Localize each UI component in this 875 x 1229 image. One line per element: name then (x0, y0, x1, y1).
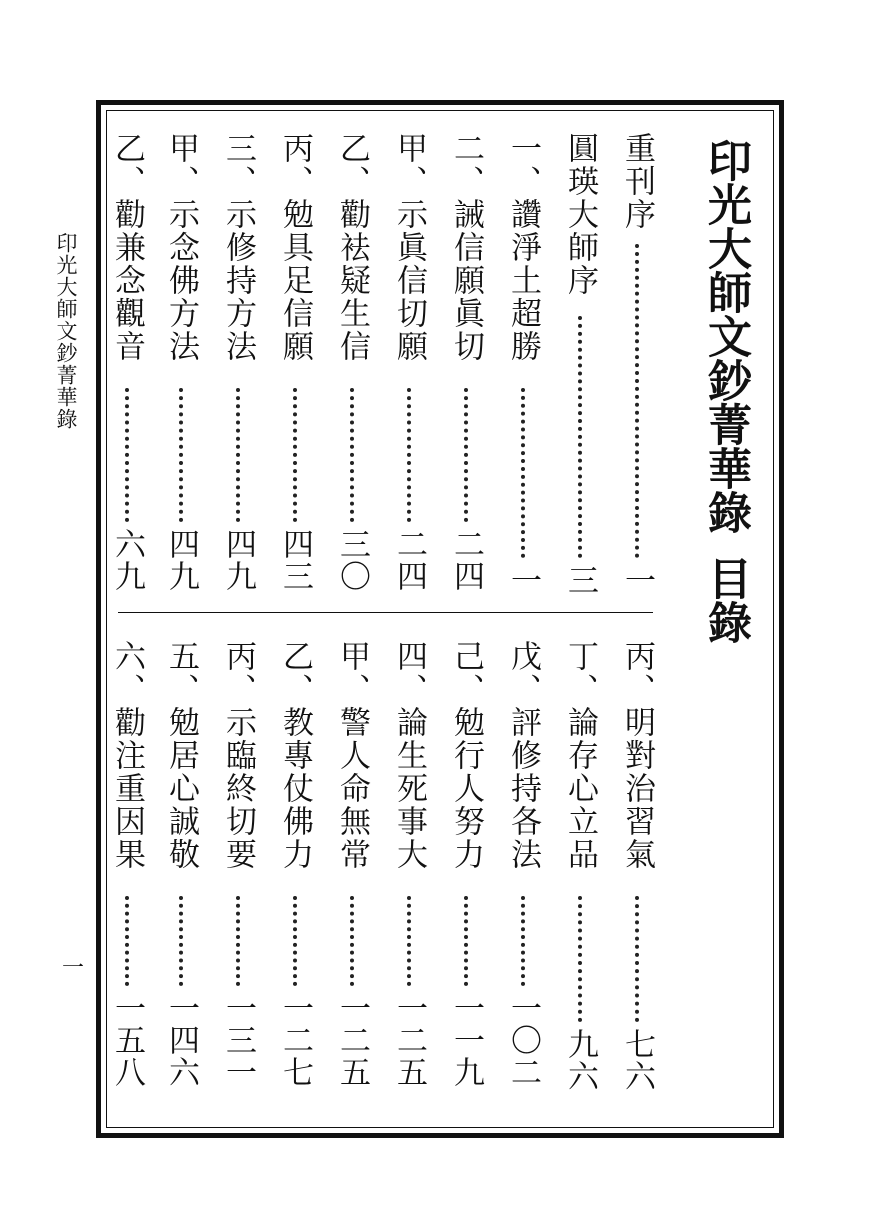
toc-title (700, 138, 750, 644)
section-title: 目錄 (700, 556, 751, 644)
toc-entry-title: 乙、勸袪疑生信 (334, 132, 370, 363)
toc-entry (392, 640, 426, 1100)
toc-entry-title: 丙、示臨終切要 (220, 640, 256, 871)
toc-entry-page-number: 六九 (109, 528, 145, 592)
toc-entry-page-number: 三〇 (334, 528, 370, 592)
toc-entry-page-number: 九六 (562, 1028, 598, 1092)
toc-leader-dots (578, 316, 582, 558)
toc-entry-title: 六、勸注重因果 (109, 640, 145, 871)
toc-entry (278, 132, 312, 600)
toc-entry-title: 四、論生死事大 (391, 640, 427, 871)
toc-entry (164, 132, 198, 600)
toc-entry-title: 甲、示念佛方法 (163, 132, 199, 363)
toc-leader-dots (350, 388, 354, 522)
toc-entry-title: 一、讚淨土超勝 (505, 132, 541, 363)
toc-entry (110, 640, 144, 1100)
toc-leader-dots (179, 388, 183, 522)
toc-leader-dots (407, 388, 411, 522)
toc-entry-title: 丙、勉具足信願 (277, 132, 313, 363)
toc-leader-dots (521, 388, 525, 558)
toc-entry-page-number: 一二七 (277, 992, 313, 1088)
toc-entry-title: 丁、論存心立品 (562, 640, 598, 871)
toc-entry (335, 132, 369, 600)
toc-entry-page-number: 七六 (619, 1028, 655, 1092)
toc-entry (563, 640, 597, 1100)
toc-entry (221, 640, 255, 1100)
toc-entry (449, 132, 483, 600)
toc-entry (620, 132, 654, 600)
page-number: 一 (61, 956, 84, 981)
toc-leader-dots (521, 896, 525, 986)
toc-entry-title: 三、示修持方法 (220, 132, 256, 363)
toc-entry-page-number: 一二五 (391, 992, 427, 1088)
toc-entry (392, 132, 426, 600)
toc-leader-dots (179, 896, 183, 986)
toc-entry-page-number: 二四 (391, 528, 427, 592)
toc-leader-dots (236, 388, 240, 522)
toc-entry-page-number: 四九 (163, 528, 199, 592)
toc-entry (506, 132, 540, 600)
section-divider (118, 612, 653, 613)
toc-entry-title: 丙、明對治習氣 (619, 640, 655, 871)
toc-entry-page-number: 一 (505, 564, 541, 596)
toc-entry-page-number: 一 (619, 564, 655, 596)
toc-entry (221, 132, 255, 600)
toc-entry-page-number: 一一九 (448, 992, 484, 1088)
page-header: 印光大師文鈔菁華錄 (54, 232, 78, 430)
toc-entry-page-number: 四三 (277, 528, 313, 592)
toc-leader-dots (464, 896, 468, 986)
toc-entry-title: 己、勉行人努力 (448, 640, 484, 871)
toc-entry (449, 640, 483, 1100)
toc-leader-dots (125, 388, 129, 522)
toc-entry-title: 甲、警人命無常 (334, 640, 370, 871)
toc-entry (278, 640, 312, 1100)
toc-leader-dots (407, 896, 411, 986)
toc-entry-title: 乙、勸兼念觀音 (109, 132, 145, 363)
toc-entry-page-number: 四九 (220, 528, 256, 592)
toc-leader-dots (293, 388, 297, 522)
toc-entry-page-number: 一五八 (109, 992, 145, 1088)
toc-entry-title: 甲、示眞信切願 (391, 132, 427, 363)
toc-leader-dots (236, 896, 240, 986)
toc-entry (335, 640, 369, 1100)
toc-entry-page-number: 一二五 (334, 992, 370, 1088)
toc-leader-dots (578, 896, 582, 1022)
toc-leader-dots (125, 896, 129, 986)
toc-entry (563, 132, 597, 600)
page-frame-inner (106, 110, 774, 1128)
toc-entry-title: 圓瑛大師序 (562, 132, 598, 297)
toc-entry-page-number: 一〇二 (505, 992, 541, 1088)
toc-entry-page-number: 一三一 (220, 992, 256, 1088)
toc-entry-title: 戊、評修持各法 (505, 640, 541, 871)
toc-leader-dots (464, 388, 468, 522)
toc-leader-dots (350, 896, 354, 986)
toc-entry-page-number: 一四六 (163, 992, 199, 1088)
toc-entry-page-number: 三 (562, 564, 598, 596)
toc-entry-title: 重刊序 (619, 132, 655, 231)
toc-entry (620, 640, 654, 1100)
toc-leader-dots (635, 244, 639, 558)
toc-entry (506, 640, 540, 1100)
toc-entry-title: 五、勉居心誠敬 (163, 640, 199, 871)
toc-leader-dots (293, 896, 297, 986)
toc-leader-dots (635, 896, 639, 1022)
toc-entry (110, 132, 144, 600)
toc-entry-page-number: 二四 (448, 528, 484, 592)
toc-entry (164, 640, 198, 1100)
toc-entry-title: 乙、教專仗佛力 (277, 640, 313, 871)
toc-entry-title: 二、誡信願眞切 (448, 132, 484, 363)
book-title: 印光大師文鈔菁華錄 (700, 138, 751, 534)
